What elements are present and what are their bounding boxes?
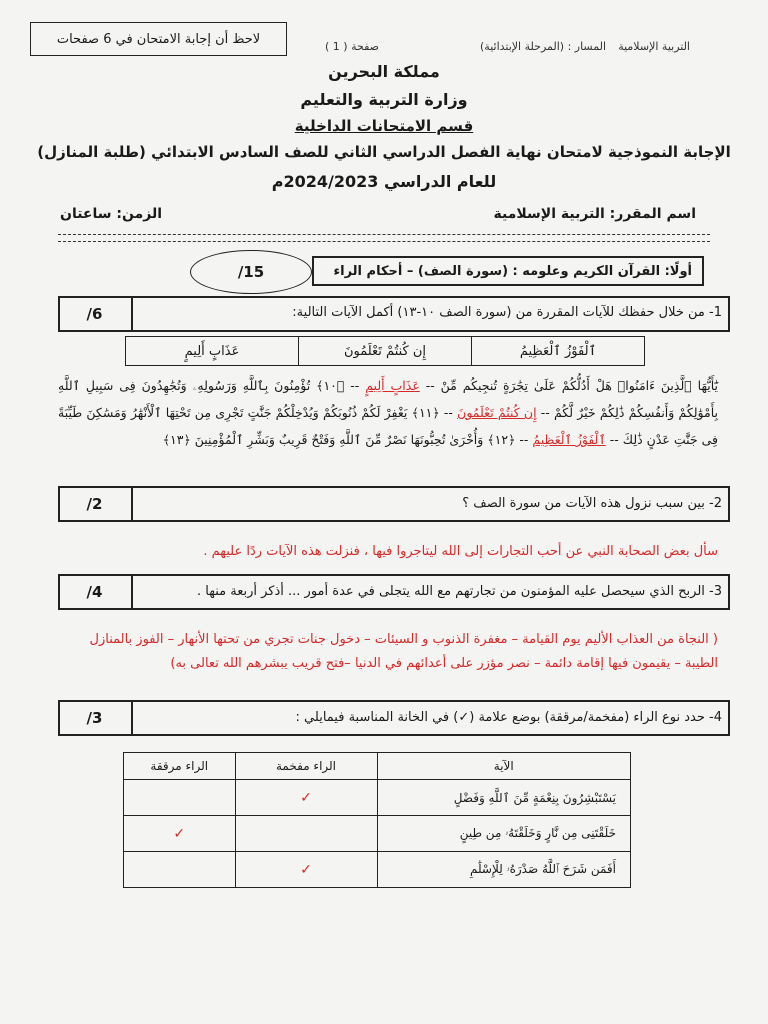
- muraqqaqa-check[interactable]: [124, 780, 236, 816]
- page-count-note: لاحظ أن إجابة الامتحان في 6 صفحات: [30, 22, 287, 56]
- mufakhama-check[interactable]: ✓: [235, 852, 377, 888]
- muraqqaqa-check[interactable]: ✓: [124, 816, 236, 852]
- kingdom-title: مملكة البحرين: [328, 62, 440, 81]
- question-3-text: 3- الربح الذي سيحصل عليه المؤمنون من تجارتهم مع الله يتجلى في عدة أمور ... أذكر أربعة منها .: [197, 584, 722, 599]
- table-header: الراء مفخمة: [235, 753, 377, 780]
- page-number: صفحة ( 1 ): [325, 40, 379, 53]
- course-name: اسم المقرر: التربية الإسلامية: [493, 206, 696, 222]
- table-row: [124, 852, 631, 888]
- table-row: [124, 780, 631, 816]
- section-score: /15: [190, 250, 312, 294]
- verse-answer: عَذَابٍ أَلِيمٍ: [365, 378, 420, 393]
- word-option: ٱلْفَوْزُ ٱلْعَظِيمُ: [471, 337, 644, 365]
- verse-text: مِن تَحْتِهَا ٱلْأَنْهَٰرُ وَمَسَٰكِنَ طَيِّبَةً فِى جَنَّٰتِ عَدْنٍ ذَٰلِكَ --: [58, 405, 718, 447]
- ayah-cell: أَفَمَن شَرَحَ ٱللَّهُ صَدْرَهُۥ لِلْإِسْلَٰمِ: [377, 852, 631, 888]
- verse-text: -- ﴿١٢﴾ وَأُخْرَىٰ تُحِبُّونَهَا نَصْرٌ مِّنَ ٱللَّهِ: [339, 432, 529, 447]
- separator: [58, 234, 710, 242]
- verse-answer: إِن كُنتُمْ تَعْلَمُونَ: [457, 405, 537, 420]
- word-option: إِن كُنتُمْ تَعْلَمُونَ: [298, 337, 471, 365]
- question-4-score: /3: [58, 700, 133, 736]
- question-1-text: 1- من خلال حفظك للآيات المقررة من (سورة الصف ١٠-١٣) أكمل الآيات التالية:: [292, 305, 722, 320]
- ra-table: [123, 752, 631, 888]
- verse-text: يَٰٓأَيُّهَا ٱلَّذِينَ ءَامَنُوا۟ هَلْ أَدُلُّكُمْ عَلَىٰ تِجَٰرَةٍ تُنجِيكُم مِّنْ --: [425, 378, 719, 393]
- ayah-cell: خَلَقْتَنِى مِن نَّارٍ وَخَلَقْتَهُۥ مِن طِينٍ: [377, 816, 631, 852]
- question-3-answer: ( النجاة من العذاب الأليم يوم القيامة – مغفرة الذنوب و السيئات – دخول جنات تجري من تحتها الأنهار – الفوز بالمنازل الطيبة – يقيمون فيها إقامة دائمة – نصر مؤزر على أعدائهم في الدنيا –فتح قريب يبشرهم الله تعالى به): [89, 632, 718, 671]
- table-header: الراء مرققة: [124, 753, 236, 780]
- verse-text: وَفَتْحٌ قَرِيبٌ وَبَشِّرِ ٱلْمُؤْمِنِينَ ﴿١٣﴾: [162, 432, 336, 447]
- ayah-cell: يَسْتَبْشِرُونَ بِنِعْمَةٍ مِّنَ ٱللَّهِ وَفَضْلٍ: [377, 780, 631, 816]
- mufakhama-check[interactable]: [235, 816, 377, 852]
- verse-text: -- ﴿١١﴾ يَغْفِرْ لَكُمْ ذُنُوبَكُمْ وَيُدْخِلْكُمْ جَنَّٰتٍ تَجْرِى: [215, 405, 453, 420]
- table-row: [124, 816, 631, 852]
- table-header: الآية: [377, 753, 631, 780]
- word-option: عَذَابٍ أَلِيمٍ: [184, 343, 240, 359]
- word-bank: [125, 336, 645, 366]
- exam-title: الإجابة النموذجية لامتحان نهاية الفصل الدراسي الثاني للصف السادس الابتدائي (طلبة المنازل): [37, 143, 731, 161]
- verse-text: -- ﴿١٠﴾ تُؤْمِنُونَ بِٱللَّهِ وَرَسُولِهِۦ وَتُجَٰهِدُونَ فِى: [119, 378, 360, 393]
- muraqqaqa-check[interactable]: [124, 852, 236, 888]
- question-2-text: 2- بين سبب نزول هذه الآيات من سورة الصف ؟: [462, 496, 722, 511]
- question-1-score: /6: [58, 296, 133, 332]
- ministry-title: وزارة التربية والتعليم: [300, 90, 468, 109]
- verse-answer: ٱلْفَوْزُ ٱلْعَظِيمُ: [532, 432, 606, 447]
- mufakhama-check[interactable]: ✓: [235, 780, 377, 816]
- subject-label: التربية الإسلامية: [618, 40, 690, 53]
- verses-block: [58, 372, 718, 453]
- department-title: قسم الامتحانات الداخلية: [294, 117, 474, 135]
- section-title: أولًا: القرآن الكريم وعلومه : (سورة الصف) – أحكام الراء: [312, 256, 704, 286]
- question-4-text: 4- حدد نوع الراء (مفخمة/مرققة) بوضع علامة (✓) في الخانة المناسبة فيمايلي :: [295, 710, 722, 725]
- question-2-score: /2: [58, 486, 133, 522]
- question-2-answer: سأل بعض الصحابة النبي عن أحب التجارات إلى الله ليتاجروا فيها ، فنزلت هذه الآيات ردًا عليهم .: [203, 544, 718, 559]
- academic-year: للعام الدراسي 2024/2023م: [271, 172, 497, 191]
- exam-duration: الزمن: ساعتان: [60, 206, 163, 222]
- track-label: المسار : (المرحلة الإبتدائية): [480, 40, 607, 53]
- verse-text: سَبِيلِ ٱللَّهِ بِأَمْوَٰلِكُمْ وَأَنفُسِكُمْ ذَٰلِكُمْ خَيْرٌ لَّكُمْ --: [58, 378, 718, 420]
- question-3-score: /4: [58, 574, 133, 610]
